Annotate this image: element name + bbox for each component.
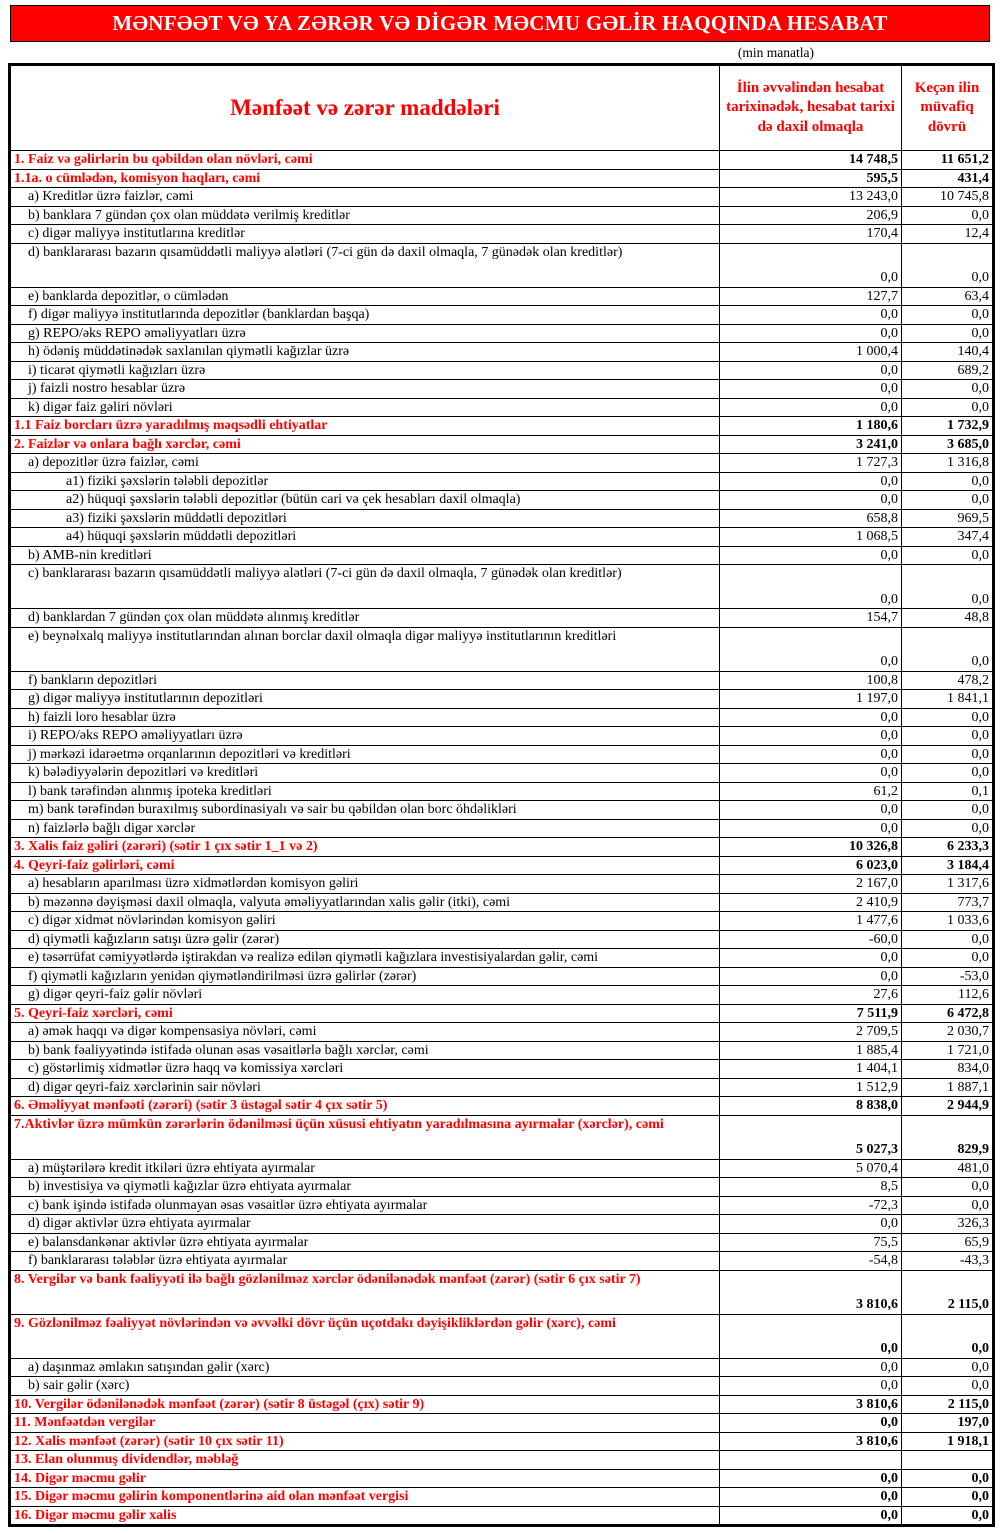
row-previous-value: 2 115,0 xyxy=(902,1395,994,1414)
row-current-value: 0,0 xyxy=(720,324,902,343)
row-previous-value: 2 115,0 xyxy=(902,1270,994,1314)
table-row xyxy=(10,671,994,690)
row-previous-value: 140,4 xyxy=(902,343,994,362)
row-label: e) banklarda depozitlər, o cümlədən xyxy=(10,287,720,306)
table-row xyxy=(10,1097,994,1116)
table-row xyxy=(10,1004,994,1023)
table-row xyxy=(10,1377,994,1396)
row-current-value: 1 000,4 xyxy=(720,343,902,362)
row-current-value: 0,0 xyxy=(720,398,902,417)
row-label: c) göstərlimiş xidmətlər üzrə haqq və komissiya xərcləri xyxy=(10,1060,720,1079)
column-header-current-period: İlin əvvəlindən hesabat tarixinədək, hesabat tarixi də daxil olmaqla xyxy=(720,65,902,151)
row-previous-value: 0,0 xyxy=(902,1469,994,1488)
row-current-value: 0,0 xyxy=(720,967,902,986)
row-label: c) digər xidmət növlərindən komisyon gəliri xyxy=(10,912,720,931)
row-current-value: 127,7 xyxy=(720,287,902,306)
row-previous-value: 481,0 xyxy=(902,1159,994,1178)
row-current-value: 0,0 xyxy=(720,727,902,746)
row-label: 8. Vergilər və bank fəaliyyəti ilə bağlı gözlənilməz xərclər ödənilənədək mənfəət (zərər) (sətir 6 çıx sətir 7) xyxy=(10,1270,720,1314)
row-current-value: 1 197,0 xyxy=(720,690,902,709)
table-row xyxy=(10,627,994,671)
row-label: b) AMB-nin kreditləri xyxy=(10,546,720,565)
row-current-value: 13 243,0 xyxy=(720,188,902,207)
row-current-value: 2 167,0 xyxy=(720,875,902,894)
row-label: f) digər maliyyə institutlarında depozitlər (banklardan başqa) xyxy=(10,306,720,325)
row-label: i) ticarət qiymətli kağızları üzrə xyxy=(10,361,720,380)
table-row xyxy=(10,1358,994,1377)
row-previous-value: 0,0 xyxy=(902,324,994,343)
row-current-value: 0,0 xyxy=(720,1488,902,1507)
table-header-row xyxy=(10,65,994,151)
row-previous-value: -43,3 xyxy=(902,1252,994,1271)
table-row xyxy=(10,1314,994,1358)
table-row xyxy=(10,565,994,609)
row-previous-value: 0,0 xyxy=(902,306,994,325)
row-previous-value: 1 721,0 xyxy=(902,1041,994,1060)
row-current-value: 8 838,0 xyxy=(720,1097,902,1116)
table-row xyxy=(10,1506,994,1526)
row-label: 3. Xalis faiz gəliri (zərəri) (sətir 1 çıx sətir 1_1 və 2) xyxy=(10,838,720,857)
row-current-value: 0,0 xyxy=(720,306,902,325)
row-current-value: 7 511,9 xyxy=(720,1004,902,1023)
row-previous-value: 0,0 xyxy=(902,727,994,746)
table-row xyxy=(10,838,994,857)
row-current-value: 0,0 xyxy=(720,380,902,399)
row-label: a3) fiziki şəxslərin müddətli depozitləri xyxy=(10,509,720,528)
row-current-value: 27,6 xyxy=(720,986,902,1005)
row-label: k) digər faiz gəliri növləri xyxy=(10,398,720,417)
pl-table-body xyxy=(10,151,994,1526)
table-row xyxy=(10,509,994,528)
row-label: 9. Gözlənilməz fəaliyyət növlərindən və əvvəlki dövr üçün uçotdakı dəyişikliklərdən gəlir (xərc), cəmi xyxy=(10,1314,720,1358)
row-current-value: 75,5 xyxy=(720,1233,902,1252)
row-current-value: 0,0 xyxy=(720,1377,902,1396)
row-label: e) təsərrüfat cəmiyyətlərdə iştirakdan və realizə edilən qiymətli kağızlara investisiyalardan gəlir, cəmi xyxy=(10,949,720,968)
row-current-value: 1 477,6 xyxy=(720,912,902,931)
table-row xyxy=(10,435,994,454)
table-row xyxy=(10,875,994,894)
row-current-value: 0,0 xyxy=(720,491,902,510)
row-label: b) banklara 7 gündən çox olan müddətə verilmiş kreditlər xyxy=(10,206,720,225)
table-row xyxy=(10,764,994,783)
table-row xyxy=(10,1451,994,1470)
table-row xyxy=(10,949,994,968)
row-label: b) bank fəaliyyətində istifadə olunan əsas vəsaitlərlə bağlı xərclər, cəmi xyxy=(10,1041,720,1060)
row-label: e) beynəlxalq maliyyə institutlarından alınan borclar daxil olmaqla digər maliyyə institutlarının kreditləri xyxy=(10,627,720,671)
table-row xyxy=(10,1414,994,1433)
row-current-value: 5 070,4 xyxy=(720,1159,902,1178)
table-row xyxy=(10,708,994,727)
table-row xyxy=(10,912,994,931)
row-current-value: 2 709,5 xyxy=(720,1023,902,1042)
row-label: a) Kreditlər üzrə faizlər, cəmi xyxy=(10,188,720,207)
row-previous-value: 3 685,0 xyxy=(902,435,994,454)
row-current-value: 170,4 xyxy=(720,225,902,244)
row-previous-value: 0,0 xyxy=(902,745,994,764)
row-current-value: 0,0 xyxy=(720,243,902,287)
table-row xyxy=(10,819,994,838)
row-current-value: 595,5 xyxy=(720,169,902,188)
row-label: d) banklardan 7 gündən çox olan müddətə alınmış kreditlər xyxy=(10,609,720,628)
table-row xyxy=(10,745,994,764)
row-label: b) sair gəlir (xərc) xyxy=(10,1377,720,1396)
table-row xyxy=(10,1432,994,1451)
table-row xyxy=(10,1041,994,1060)
row-label: 2. Faizlər və onlara bağlı xərclər, cəmi xyxy=(10,435,720,454)
row-label: h) ödəniş müddətinədək saxlanılan qiymətli kağızlar üzrə xyxy=(10,343,720,362)
row-label: b) məzənnə dəyişməsi daxil olmaqla, valyuta əməliyyatlarından xalis gəlir (itki), cəmi xyxy=(10,893,720,912)
row-current-value: 0,0 xyxy=(720,1314,902,1358)
row-label: k) bələdiyyələrin depozitləri və kreditləri xyxy=(10,764,720,783)
row-current-value xyxy=(720,1451,902,1470)
row-current-value: 0,0 xyxy=(720,1358,902,1377)
row-label: 1. Faiz və gəlirlərin bu qəbildən olan növləri, cəmi xyxy=(10,151,720,170)
table-row xyxy=(10,206,994,225)
row-previous-value: 0,0 xyxy=(902,949,994,968)
row-previous-value: 0,0 xyxy=(902,491,994,510)
table-row xyxy=(10,454,994,473)
row-previous-value: 0,0 xyxy=(902,565,994,609)
row-previous-value: 0,0 xyxy=(902,1506,994,1526)
table-row xyxy=(10,1215,994,1234)
table-row xyxy=(10,856,994,875)
table-row xyxy=(10,343,994,362)
row-label: 5. Qeyri-faiz xərcləri, cəmi xyxy=(10,1004,720,1023)
row-label: d) banklararası bazarın qısamüddətli maliyyə alətləri (7-ci gün də daxil olmaqla, 7 günədək olan kreditlər) xyxy=(10,243,720,287)
row-previous-value: 0,0 xyxy=(902,708,994,727)
row-label: 15. Digər məcmu gəlirin komponentlərinə aid olan mənfəət vergisi xyxy=(10,1488,720,1507)
table-row xyxy=(10,398,994,417)
profit-loss-table xyxy=(8,63,995,1527)
row-current-value: 61,2 xyxy=(720,782,902,801)
table-row xyxy=(10,782,994,801)
row-current-value: 154,7 xyxy=(720,609,902,628)
row-current-value: 0,0 xyxy=(720,1215,902,1234)
row-previous-value: 11 651,2 xyxy=(902,151,994,170)
row-previous-value: 689,2 xyxy=(902,361,994,380)
row-previous-value: 0,0 xyxy=(902,243,994,287)
row-label: 10. Vergilər ödənilənədək mənfəət (zərər) (sətir 8 üstəgəl (çıx) sətir 9) xyxy=(10,1395,720,1414)
table-row xyxy=(10,491,994,510)
row-previous-value: 1 317,6 xyxy=(902,875,994,894)
row-current-value: 3 241,0 xyxy=(720,435,902,454)
row-current-value: 0,0 xyxy=(720,708,902,727)
row-previous-value: 3 184,4 xyxy=(902,856,994,875)
row-label: 7.Aktivlər üzrə mümkün zərərlərin ödənilməsi üçün xüsusi ehtiyatın yaradılmasına ayırmalar (xərclər), cəmi xyxy=(10,1115,720,1159)
row-label: l) bank tərəfindən alınmış ipoteka kreditləri xyxy=(10,782,720,801)
row-label: f) banklararası tələblər üzrə ehtiyata ayırmalar xyxy=(10,1252,720,1271)
table-row xyxy=(10,986,994,1005)
table-row xyxy=(10,690,994,709)
row-previous-value: 834,0 xyxy=(902,1060,994,1079)
row-current-value: 1 180,6 xyxy=(720,417,902,436)
table-row xyxy=(10,727,994,746)
row-current-value: 1 068,5 xyxy=(720,528,902,547)
row-previous-value: 10 745,8 xyxy=(902,188,994,207)
row-label: d) qiymətli kağızların satışı üzrə gəlir (zərər) xyxy=(10,930,720,949)
row-label: c) digər maliyyə institutlarına kreditlər xyxy=(10,225,720,244)
row-previous-value: 0,0 xyxy=(902,819,994,838)
row-label: 13. Elan olunmuş dividendlər, məbləğ xyxy=(10,1451,720,1470)
row-current-value: -54,8 xyxy=(720,1252,902,1271)
row-previous-value: 0,0 xyxy=(902,472,994,491)
row-previous-value: 0,0 xyxy=(902,930,994,949)
row-current-value: 6 023,0 xyxy=(720,856,902,875)
row-current-value: 0,0 xyxy=(720,546,902,565)
row-previous-value: 347,4 xyxy=(902,528,994,547)
table-row xyxy=(10,801,994,820)
row-previous-value: 0,0 xyxy=(902,1314,994,1358)
row-previous-value: 0,0 xyxy=(902,546,994,565)
row-label: a) daşınmaz əmlakın satışından gəlir (xərc) xyxy=(10,1358,720,1377)
table-row xyxy=(10,472,994,491)
row-label: 4. Qeyri-faiz gəlirləri, cəmi xyxy=(10,856,720,875)
row-current-value: 2 410,9 xyxy=(720,893,902,912)
row-label: a4) hüquqi şəxslərin müddətli depozitləri xyxy=(10,528,720,547)
row-label: a1) fiziki şəxslərin tələbli depozitlər xyxy=(10,472,720,491)
column-header-items: Mənfəət və zərər maddələri xyxy=(10,65,720,151)
row-current-value: 3 810,6 xyxy=(720,1432,902,1451)
row-previous-value: 1 033,6 xyxy=(902,912,994,931)
row-current-value: -60,0 xyxy=(720,930,902,949)
row-label: n) faizlərlə bağlı digər xərclər xyxy=(10,819,720,838)
row-current-value: 0,0 xyxy=(720,1506,902,1526)
row-label: c) banklararası bazarın qısamüddətli maliyyə alətləri (7-ci gün də daxil olmaqla, 7 günədək olan kreditlər) xyxy=(10,565,720,609)
row-label: g) REPO/əks REPO əməliyyatları üzrə xyxy=(10,324,720,343)
row-previous-value: 6 233,3 xyxy=(902,838,994,857)
row-current-value: 0,0 xyxy=(720,627,902,671)
row-current-value: 0,0 xyxy=(720,949,902,968)
table-row xyxy=(10,169,994,188)
row-current-value: 8,5 xyxy=(720,1178,902,1197)
row-label: h) faizli loro hesablar üzrə xyxy=(10,708,720,727)
table-row xyxy=(10,324,994,343)
row-previous-value: 1 841,1 xyxy=(902,690,994,709)
table-row xyxy=(10,1233,994,1252)
row-current-value: 0,0 xyxy=(720,472,902,491)
row-label: f) bankların depozitləri xyxy=(10,671,720,690)
row-label: a) depozitlər üzrə faizlər, cəmi xyxy=(10,454,720,473)
row-label: b) investisiya və qiymətli kağızlar üzrə ehtiyata ayırmalar xyxy=(10,1178,720,1197)
row-previous-value xyxy=(902,1451,994,1470)
page-title: MƏNFƏƏT VƏ YA ZƏRƏR VƏ DİGƏR MƏCMU GƏLİR HAQQINDA HESABAT xyxy=(10,5,990,42)
table-row xyxy=(10,546,994,565)
table-row xyxy=(10,380,994,399)
table-row xyxy=(10,930,994,949)
table-row xyxy=(10,188,994,207)
row-label: i) REPO/əks REPO əməliyyatları üzrə xyxy=(10,727,720,746)
row-previous-value: 112,6 xyxy=(902,986,994,1005)
row-current-value: 0,0 xyxy=(720,1414,902,1433)
row-previous-value: 65,9 xyxy=(902,1233,994,1252)
row-label: d) digər qeyri-faiz xərclərinin sair növləri xyxy=(10,1078,720,1097)
row-label: a2) hüquqi şəxslərin tələbli depozitlər (bütün cari və çek hesabları daxil olmaqla) xyxy=(10,491,720,510)
row-label: d) digər aktivlər üzrə ehtiyata ayırmalar xyxy=(10,1215,720,1234)
row-previous-value: 197,0 xyxy=(902,1414,994,1433)
row-previous-value: 0,0 xyxy=(902,801,994,820)
row-previous-value: 0,0 xyxy=(902,1377,994,1396)
table-row xyxy=(10,1252,994,1271)
table-row xyxy=(10,967,994,986)
row-current-value: 658,8 xyxy=(720,509,902,528)
table-row xyxy=(10,1078,994,1097)
row-label: j) mərkəzi idarəetmə orqanlarının depozitləri və kreditləri xyxy=(10,745,720,764)
row-current-value: 3 810,6 xyxy=(720,1395,902,1414)
row-label: 14. Digər məcmu gəlir xyxy=(10,1469,720,1488)
row-current-value: 5 027,3 xyxy=(720,1115,902,1159)
row-label: a) müştərilərə kredit itkiləri üzrə ehtiyata ayırmalar xyxy=(10,1159,720,1178)
row-current-value: 0,0 xyxy=(720,801,902,820)
row-label: j) faizli nostro hesablar üzrə xyxy=(10,380,720,399)
row-label: 11. Mənfəətdən vergilər xyxy=(10,1414,720,1433)
row-previous-value: 48,8 xyxy=(902,609,994,628)
row-previous-value: 63,4 xyxy=(902,287,994,306)
table-row xyxy=(10,1159,994,1178)
table-row xyxy=(10,306,994,325)
column-header-previous-period: Keçən ilin müvafiq dövrü xyxy=(902,65,994,151)
row-label: e) balansdankənar aktivlər üzrə ehtiyata ayırmalar xyxy=(10,1233,720,1252)
row-previous-value: 0,0 xyxy=(902,380,994,399)
table-row xyxy=(10,151,994,170)
table-row xyxy=(10,361,994,380)
row-current-value: 3 810,6 xyxy=(720,1270,902,1314)
row-previous-value: -53,0 xyxy=(902,967,994,986)
row-previous-value: 1 732,9 xyxy=(902,417,994,436)
row-current-value: 0,0 xyxy=(720,745,902,764)
row-previous-value: 1 918,1 xyxy=(902,1432,994,1451)
row-previous-value: 0,0 xyxy=(902,627,994,671)
row-current-value: 0,0 xyxy=(720,565,902,609)
row-previous-value: 431,4 xyxy=(902,169,994,188)
row-previous-value: 829,9 xyxy=(902,1115,994,1159)
row-label: a) əmək haqqı və digər kompensasiya növləri, cəmi xyxy=(10,1023,720,1042)
table-row xyxy=(10,417,994,436)
table-row xyxy=(10,609,994,628)
row-current-value: 0,0 xyxy=(720,361,902,380)
row-current-value: 1 404,1 xyxy=(720,1060,902,1079)
row-previous-value: 0,0 xyxy=(902,1488,994,1507)
row-previous-value: 6 472,8 xyxy=(902,1004,994,1023)
table-row xyxy=(10,1469,994,1488)
row-current-value: 1 885,4 xyxy=(720,1041,902,1060)
table-row xyxy=(10,243,994,287)
row-previous-value: 0,0 xyxy=(902,206,994,225)
table-row xyxy=(10,1060,994,1079)
row-label: g) digər qeyri-faiz gəlir növləri xyxy=(10,986,720,1005)
row-label: 1.1 Faiz borcları üzrə yaradılmış məqsədli ehtiyatlar xyxy=(10,417,720,436)
row-current-value: 0,0 xyxy=(720,764,902,783)
row-current-value: 1 727,3 xyxy=(720,454,902,473)
row-label: f) qiymətli kağızların yenidən qiymətləndirilməsi üzrə gəlirlər (zərər) xyxy=(10,967,720,986)
table-row xyxy=(10,1488,994,1507)
row-current-value: 0,0 xyxy=(720,819,902,838)
row-current-value: 0,0 xyxy=(720,1469,902,1488)
row-previous-value: 2 944,9 xyxy=(902,1097,994,1116)
row-current-value: 1 512,9 xyxy=(720,1078,902,1097)
row-label: c) bank işində istifadə olunmayan əsas vəsaitlər üzrə ehtiyata ayırmalar xyxy=(10,1196,720,1215)
row-previous-value: 0,0 xyxy=(902,398,994,417)
row-previous-value: 12,4 xyxy=(902,225,994,244)
unit-note: (min manatla) xyxy=(737,45,814,60)
row-previous-value: 0,1 xyxy=(902,782,994,801)
table-row xyxy=(10,893,994,912)
row-previous-value: 0,0 xyxy=(902,1178,994,1197)
row-previous-value: 0,0 xyxy=(902,1196,994,1215)
row-label: 6. Əməliyyat mənfəəti (zərəri) (sətir 3 üstəgəl sətir 4 çıx sətir 5) xyxy=(10,1097,720,1116)
row-label: g) digər maliyyə institutlarının depozitləri xyxy=(10,690,720,709)
table-row xyxy=(10,528,994,547)
row-previous-value: 1 316,8 xyxy=(902,454,994,473)
row-previous-value: 1 887,1 xyxy=(902,1078,994,1097)
row-previous-value: 2 030,7 xyxy=(902,1023,994,1042)
row-previous-value: 0,0 xyxy=(902,1358,994,1377)
row-current-value: 100,8 xyxy=(720,671,902,690)
table-row xyxy=(10,1196,994,1215)
row-label: m) bank tərəfindən buraxılmış subordinasiyalı və sair bu qəbildən olan borc öhdəlikləri xyxy=(10,801,720,820)
table-row xyxy=(10,1270,994,1314)
row-previous-value: 969,5 xyxy=(902,509,994,528)
row-label: 1.1a. o cümlədən, komisyon haqları, cəmi xyxy=(10,169,720,188)
table-row xyxy=(10,1115,994,1159)
table-row xyxy=(10,287,994,306)
row-current-value: 14 748,5 xyxy=(720,151,902,170)
table-row xyxy=(10,1023,994,1042)
table-row xyxy=(10,1178,994,1197)
row-current-value: 10 326,8 xyxy=(720,838,902,857)
row-label: 16. Digər məcmu gəlir xalis xyxy=(10,1506,720,1526)
row-previous-value: 0,0 xyxy=(902,764,994,783)
row-previous-value: 773,7 xyxy=(902,893,994,912)
row-previous-value: 326,3 xyxy=(902,1215,994,1234)
row-label: 12. Xalis mənfəət (zərər) (sətir 10 çıx sətir 11) xyxy=(10,1432,720,1451)
row-previous-value: 478,2 xyxy=(902,671,994,690)
table-row xyxy=(10,1395,994,1414)
row-current-value: 206,9 xyxy=(720,206,902,225)
row-label: a) hesabların aparılması üzrə xidmətlərdən komisyon gəliri xyxy=(10,875,720,894)
row-current-value: -72,3 xyxy=(720,1196,902,1215)
table-row xyxy=(10,225,994,244)
